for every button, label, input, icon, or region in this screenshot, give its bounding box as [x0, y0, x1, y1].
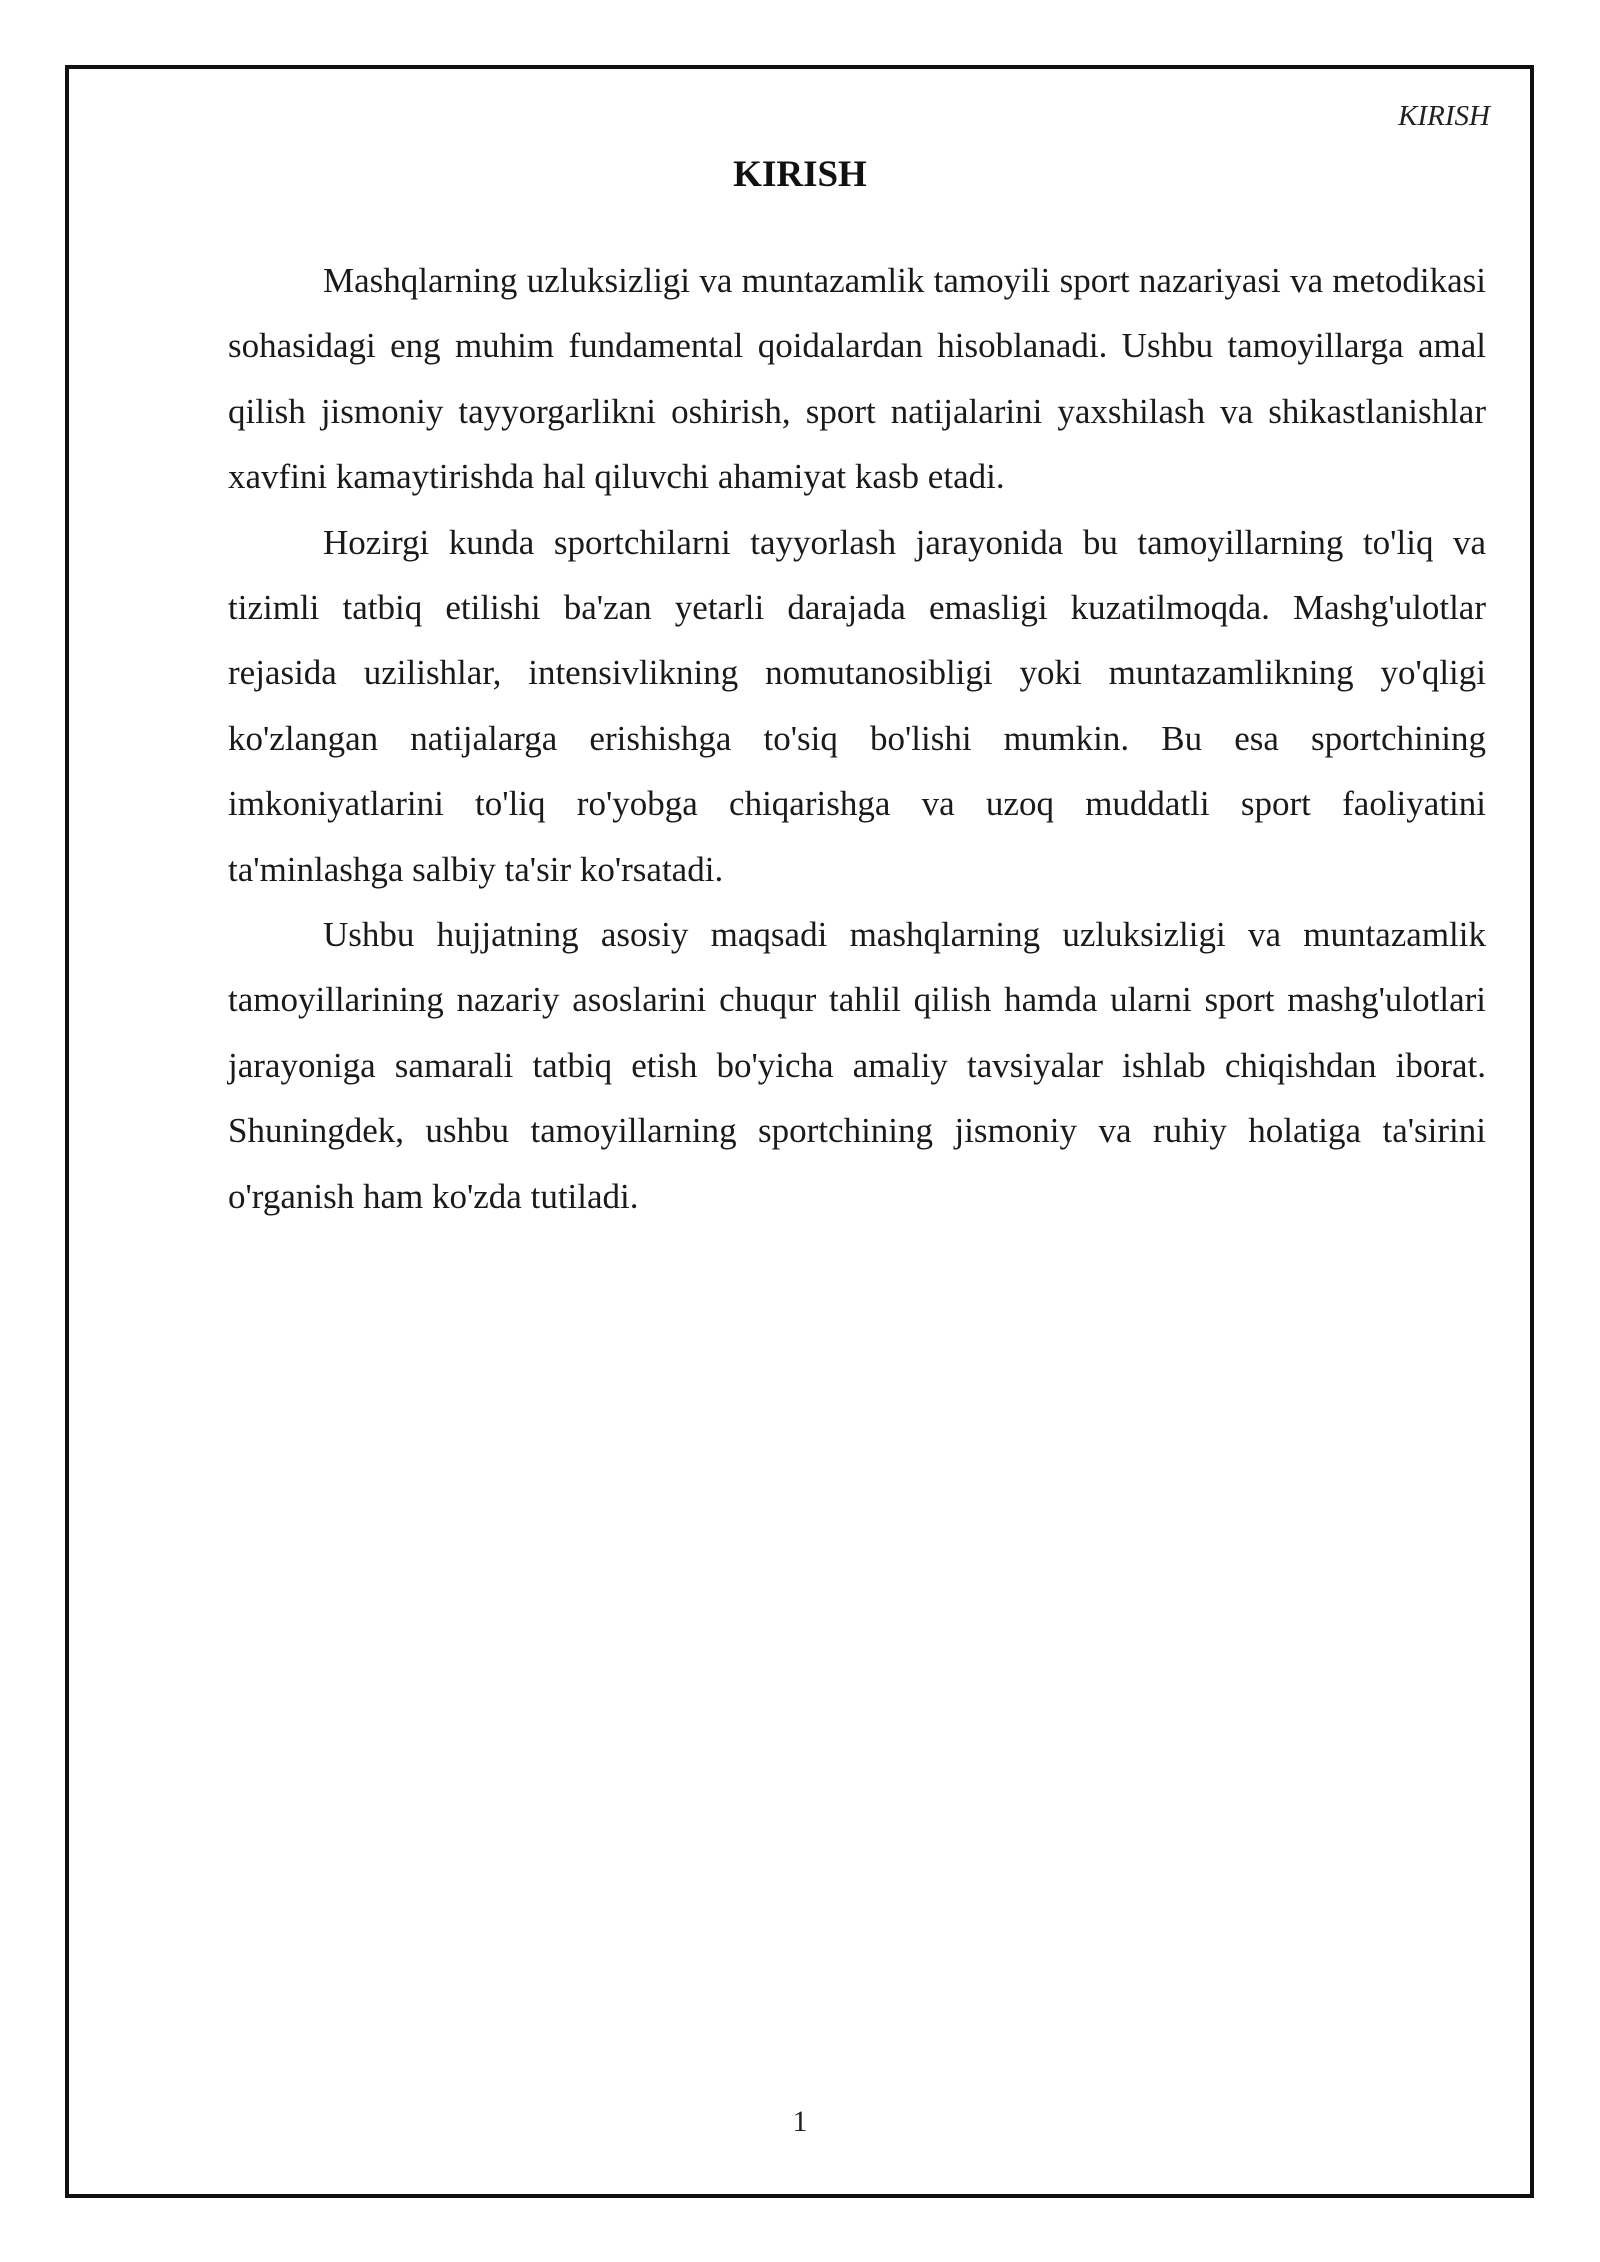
page-number: 1 [792, 2105, 808, 2138]
page-title: KIRISH [733, 154, 867, 195]
paragraph-1: Mashqlarning uzluksizligi va muntazamlik tamoyili sport nazariyasi va metodikasi sohasidagi eng muhim fundamental qoidalardan hisoblanadi. Ushbu tamoyillarga amal qilish jismoniy tayyorgarlikni oshirish, sport natijalarini yaxshilash va shikastlanishlar xavfini kamaytirishda hal qiluvchi ahamiyat kasb etadi. [228, 261, 1486, 497]
running-header: KIRISH [1398, 100, 1490, 132]
paragraph-2: Hozirgi kunda sportchilarni tayyorlash jarayonida bu tamoyillarning to'liq va tizimli tatbiq etilishi ba'zan yetarli darajada emasligi kuzatilmoqda. Mashg'ulotlar rejasida uzilishlar, intensivlikning nomutanosibligi yoki muntazamlikning yo'qligi ko'zlangan natijalarga erishishga to'siq bo'lishi mumkin. Bu esa sportchining imkoniyatlarini to'liq ro'yobga chiqarishga va uzoq muddatli sport faoliyatini ta'minlashga salbiy ta'sir ko'rsatadi. [228, 522, 1486, 889]
paragraph-3: Ushbu hujjatning asosiy maqsadi mashqlarning uzluksizligi va muntazamlik tamoyillarining nazariy asoslarini chuqur tahlil qilish hamda ularni sport mashg'ulotlari jarayoniga samarali tatbiq etish bo'yicha amaliy tavsiyalar ishlab chiqishdan iborat. Shuningdek, ushbu tamoyillarning sportchining jismoniy va ruhiy holatiga ta'sirini o'rganish ham ko'zda tutiladi. [228, 915, 1486, 1216]
body-text [228, 248, 1486, 1229]
